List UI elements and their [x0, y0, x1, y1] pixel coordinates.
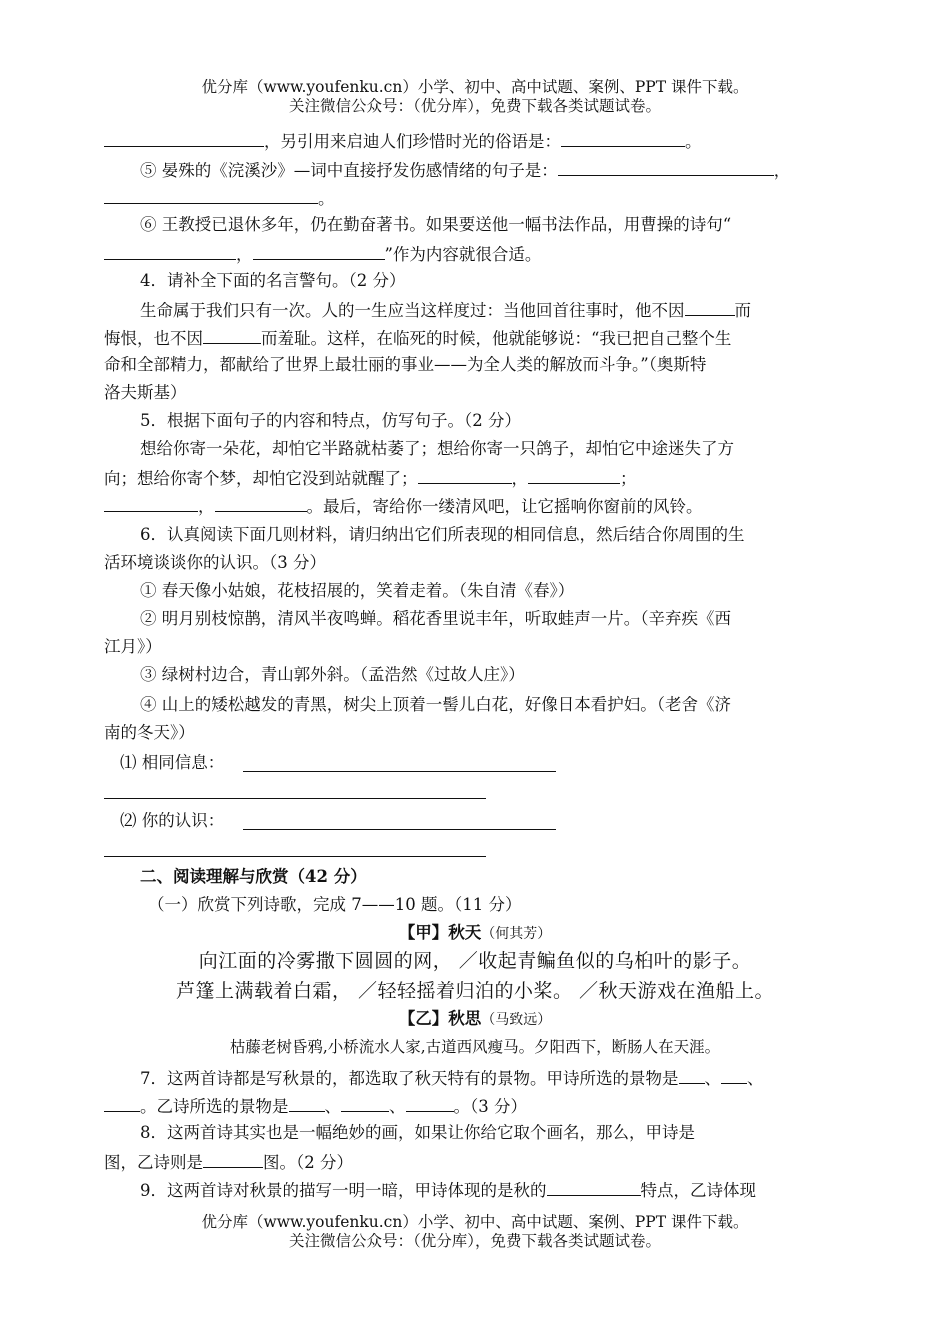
q6-material-3: ③ 绿树村边合，青山郭外斜。（孟浩然《过故人庄》） [140, 665, 525, 684]
q4-line-3: 命和全部精力，都献给了世界上最壮丽的事业——为全人类的解放而斗争。”（奥斯特 [104, 355, 707, 374]
q8-line-1: 8．这两首诗其实也是一幅绝妙的画，如果让你给它取个画名，那么，甲诗是 [140, 1123, 695, 1142]
q5-line-2: 向；想给你寄个梦，却怕它没到站就醒了； ， ； [104, 466, 850, 490]
footer-line-1: 优分库（www.youfenku.cn）小学、初中、高中试题、案例、PPT 课件下载。 [201, 1213, 749, 1231]
q6-title: 6．认真阅读下面几则材料，请归纳出它们所表现的相同信息，然后结合你周围的生 [140, 525, 745, 544]
q7-line-2: 。乙诗所选的景物是 、 、 。（3 分） [104, 1094, 850, 1118]
q9-line-1: 9．这两首诗对秋景的描写一明一暗，甲诗体现的是秋的 特点，乙诗体现 [140, 1178, 850, 1202]
q6-answer-2-label: ⑵ 你的认识： [120, 811, 225, 830]
answer-blank[interactable] [104, 1094, 140, 1112]
poem-b-line-1: 枯藤老树昏鸦,小桥流水人家,古道西风瘦马。夕阳西下，断肠人在天涯。 [229, 1038, 721, 1056]
q3-line-1: ，另引用来启迪人们珍惜时光的俗语是： 。 [104, 129, 850, 153]
poem-a-line-1: 向江面的冷雾撒下圆圆的网， ／收起青鳊鱼似的乌桕叶的影子。 [198, 950, 752, 972]
answer-line[interactable] [104, 856, 486, 857]
header-line-1: 优分库（www.youfenku.cn）小学、初中、高中试题、案例、PPT 课件下载。 [201, 78, 749, 96]
q6-material-4: ④ 山上的矮松越发的青黑，树尖上顶着一髻儿白花，好像日本看护妇。（老舍《济 [140, 695, 731, 714]
poem-a-line-2: 芦篷上满载着白霜， ／轻轻摇着归泊的小桨。 ／秋天游戏在渔船上。 [175, 980, 775, 1002]
section-2-subtitle: （一）欣赏下列诗歌，完成 7——10 题。（11 分） [148, 895, 522, 914]
answer-blank[interactable] [558, 158, 774, 176]
answer-blank[interactable] [406, 1094, 454, 1112]
answer-line[interactable] [104, 798, 486, 799]
answer-blank[interactable] [561, 129, 685, 147]
q6-title-cont: 活环境谈谈你的认识。（3 分） [104, 553, 326, 572]
answer-blank[interactable] [203, 1150, 263, 1168]
section-2-title: 二、阅读理解与欣赏（42 分） [140, 867, 367, 886]
q5-line-1: 想给你寄一朵花，却怕它半路就枯萎了；想给你寄一只鸽子，却怕它中途迷失了方 [140, 439, 734, 458]
answer-blank[interactable] [104, 186, 318, 204]
answer-blank[interactable] [721, 1066, 747, 1084]
answer-blank[interactable] [289, 1094, 325, 1112]
footer-line-2: 关注微信公众号：（优分库），免费下载各类试题试卷。 [288, 1232, 661, 1250]
q4-line-2: 悔恨，也不因 而羞耻。这样，在临死的时候，他就能够说：“我已把自己整个生 [104, 326, 850, 350]
q3-item-5-cont: 。 [104, 186, 850, 210]
q6-material-4-cont: 南的冬天》） [104, 723, 195, 742]
answer-blank[interactable] [253, 242, 385, 260]
answer-line[interactable] [243, 829, 556, 830]
poem-b-title: 【乙】秋思（马致远） [398, 1009, 552, 1028]
q7-line-1: 7．这两首诗都是写秋景的，都选取了秋天特有的景物。甲诗所选的景物是 、 、 [140, 1066, 850, 1090]
q6-answer-1-label: ⑴ 相同信息： [120, 753, 225, 772]
q8-line-2: 图，乙诗则是 图。（2 分） [104, 1150, 850, 1174]
q3-item-6: ⑥ 王教授已退休多年，仍在勤奋著书。如果要送他一幅书法作品，用曹操的诗句“ [140, 215, 732, 234]
answer-blank[interactable] [547, 1178, 641, 1196]
q5-title: 5．根据下面句子的内容和特点，仿写句子。（2 分） [140, 411, 521, 430]
answer-blank[interactable] [679, 1066, 705, 1084]
answer-blank[interactable] [104, 494, 198, 512]
answer-blank[interactable] [528, 466, 620, 484]
answer-blank[interactable] [418, 466, 512, 484]
q3-item-6-cont: ， ”作为内容就很合适。 [104, 242, 850, 266]
answer-blank[interactable] [104, 129, 264, 147]
q6-material-2: ② 明月别枝惊鹊，清风半夜鸣蝉。稻花香里说丰年，听取蛙声一片。（辛弃疾《西 [140, 609, 731, 628]
q4-line-4: 洛夫斯基） [104, 383, 187, 402]
answer-line[interactable] [243, 771, 556, 772]
answer-blank[interactable] [341, 1094, 389, 1112]
answer-blank[interactable] [685, 298, 735, 316]
q4-title: 4．请补全下面的名言警句。（2 分） [140, 271, 406, 290]
poem-a-title: 【甲】秋天（何其芳） [398, 923, 552, 942]
q6-material-2-cont: 江月》） [104, 637, 162, 656]
q6-material-1: ① 春天像小姑娘，花枝招展的，笑着走着。（朱自清《春》） [140, 581, 575, 600]
answer-blank[interactable] [203, 326, 261, 344]
answer-blank[interactable] [215, 494, 307, 512]
header-line-2: 关注微信公众号：（优分库），免费下载各类试题试卷。 [288, 97, 661, 115]
q5-line-3: ， 。最后，寄给你一缕清风吧，让它摇响你窗前的风铃。 [104, 494, 850, 518]
q4-line-1: 生命属于我们只有一次。人的一生应当这样度过：当他回首往事时，他不因 而 [140, 298, 850, 322]
answer-blank[interactable] [104, 242, 236, 260]
q3-item-5: ⑤ 晏殊的《浣溪沙》—词中直接抒发伤感情绪的句子是： ， [140, 158, 850, 182]
